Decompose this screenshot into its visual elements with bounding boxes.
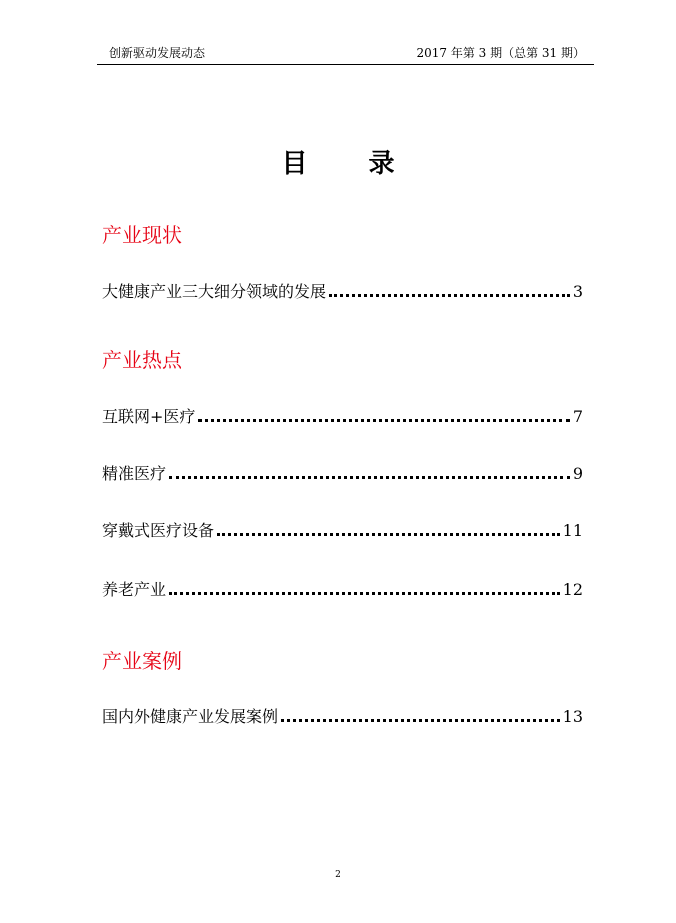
toc-entry[interactable]: [102, 580, 583, 600]
toc-dot-leader: [329, 294, 570, 297]
toc-dot-leader: [169, 476, 570, 479]
toc-dot-leader: [198, 419, 569, 422]
toc-entry-page: 7: [572, 407, 583, 426]
toc-dot-leader: [281, 719, 560, 722]
toc-entry[interactable]: [102, 521, 583, 541]
toc-entry[interactable]: [102, 464, 583, 484]
toc-entry-title: 穿戴式医疗设备: [102, 521, 215, 540]
page-header: [97, 44, 594, 65]
page-number: 2: [335, 870, 341, 880]
toc-dot-leader: [169, 592, 560, 595]
section-heading-industry-status: 产业现状: [102, 223, 182, 247]
toc-entry-page: 9: [572, 464, 583, 483]
toc-entry[interactable]: [102, 707, 583, 727]
section-heading-industry-hotspots: 产业热点: [102, 348, 182, 372]
toc-entry-page: 13: [562, 707, 583, 726]
publication-name: 创新驱动发展动态: [109, 46, 206, 60]
toc-entry[interactable]: [102, 407, 583, 427]
toc-entry-title: 互联网+医疗: [102, 407, 196, 426]
page-title: 目 录: [281, 149, 421, 179]
toc-entry[interactable]: [102, 282, 583, 302]
toc-entry-page: 12: [562, 580, 583, 599]
toc-entry-page: 11: [562, 521, 583, 540]
toc-entry-page: 3: [572, 282, 583, 301]
issue-info: 2017 年第 3 期（总第 31 期）: [416, 46, 585, 60]
toc-entry-title: 精准医疗: [102, 464, 167, 483]
toc-entry-title: 国内外健康产业发展案例: [102, 707, 279, 726]
toc-entry-title: 养老产业: [102, 580, 167, 599]
section-heading-industry-cases: 产业案例: [102, 649, 182, 673]
toc-dot-leader: [217, 533, 560, 536]
toc-entry-title: 大健康产业三大细分领域的发展: [102, 282, 327, 301]
